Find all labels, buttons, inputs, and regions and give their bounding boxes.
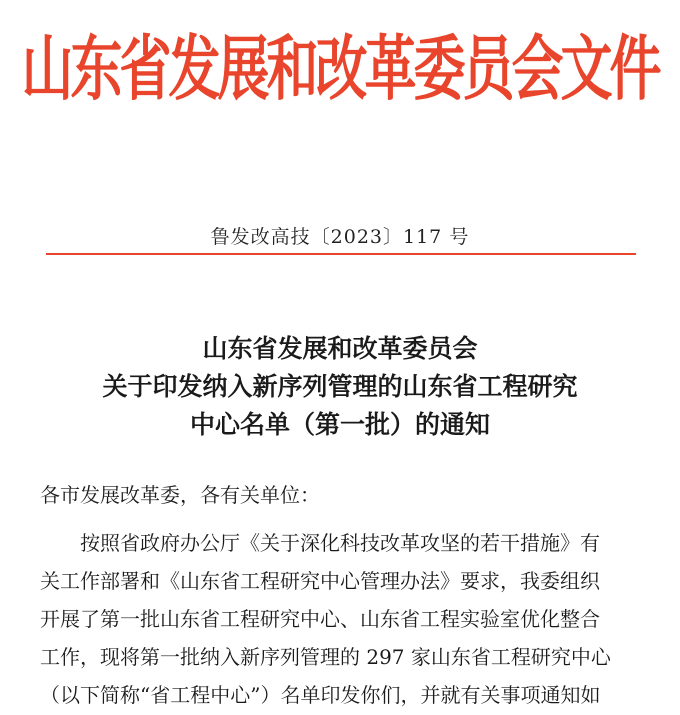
red-divider-line bbox=[46, 253, 636, 255]
masthead-title: 山东省发展和改革委员会文件 bbox=[21, 29, 659, 111]
body-line: （以下简称“省工程中心”）名单印发你们，并就有关事项通知如 bbox=[40, 683, 601, 707]
notice-title-line-2: 关于印发纳入新序列管理的山东省工程研究 bbox=[102, 372, 578, 401]
body-line: 开展了第一批山东省工程研究中心、山东省工程实验室优化整合 bbox=[40, 607, 600, 631]
salutation: 各市发展改革委，各有关单位： bbox=[40, 483, 320, 507]
notice-title-line-1: 山东省发展和改革委员会 bbox=[202, 334, 478, 363]
notice-title bbox=[0, 330, 680, 444]
body-paragraph bbox=[40, 524, 650, 714]
body-line: 关工作部署和《山东省工程研究中心管理办法》要求，我委组织 bbox=[40, 569, 600, 593]
document-number: 鲁发改高技〔2023〕117 号 bbox=[210, 226, 470, 248]
notice-title-line-3: 中心名单（第一批）的通知 bbox=[189, 410, 490, 439]
body-line: 按照省政府办公厅《关于深化科技改革攻坚的若干措施》有 bbox=[80, 531, 600, 555]
body-line: 工作，现将第一批纳入新序列管理的 297 家山东省工程研究中心 bbox=[40, 645, 611, 669]
